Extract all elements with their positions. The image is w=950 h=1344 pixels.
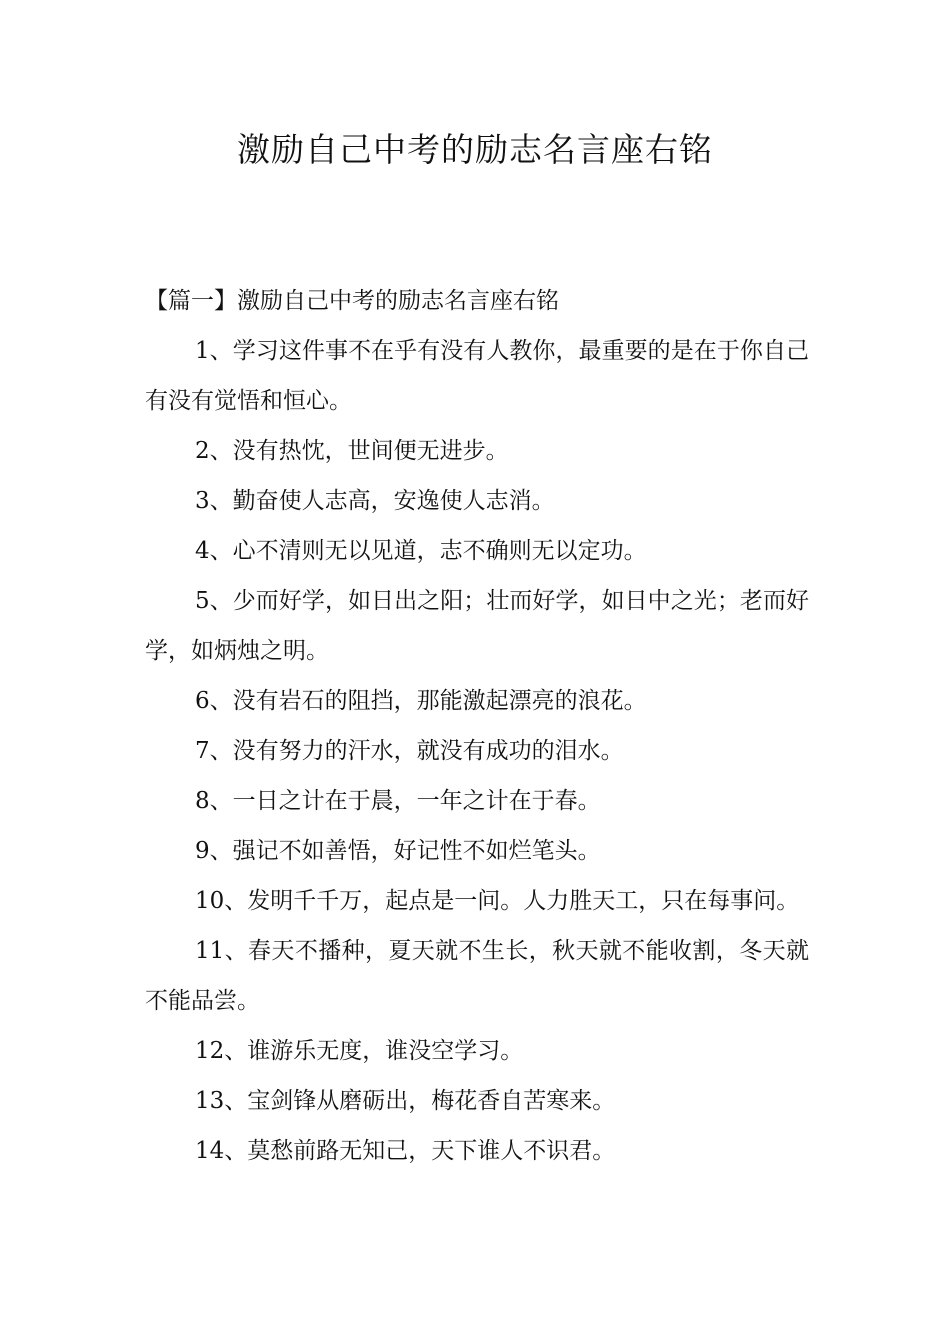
quote-paragraph-10: 10、发明千千万，起点是一问。人力胜天工，只在每事问。 [195, 888, 800, 914]
quote-paragraph-14: 14、莫愁前路无知己，天下谁人不识君。 [195, 1138, 616, 1164]
quote-paragraph-5: 5、少而好学，如日出之阳；壮而好学，如日中之光；老而好学，如炳烛之明。 [145, 588, 809, 664]
document-body [145, 276, 809, 1176]
quote-paragraph-7: 7、没有努力的汗水，就没有成功的泪水。 [195, 738, 624, 764]
quote-paragraph-2: 2、没有热忱，世间便无进步。 [195, 438, 509, 464]
quote-paragraph-3: 3、勤奋使人志高，安逸使人志消。 [195, 488, 555, 514]
quote-paragraph-13: 13、宝剑锋从磨砺出，梅花香自苦寒来。 [195, 1088, 616, 1114]
document-title: 激励自己中考的励志名言座右铭 [237, 130, 713, 169]
quote-paragraph-11: 11、春天不播种，夏天就不生长，秋天就不能收割，冬天就不能品尝。 [145, 938, 809, 1014]
section-heading: 【篇一】激励自己中考的励志名言座右铭 [145, 288, 559, 314]
quote-paragraph-6: 6、没有岩石的阻挡，那能激起漂亮的浪花。 [195, 688, 647, 714]
quote-paragraph-1: 1、学习这件事不在乎有没有人教你，最重要的是在于你自己有没有觉悟和恒心。 [145, 338, 809, 414]
quote-paragraph-8: 8、一日之计在于晨，一年之计在于春。 [195, 788, 601, 814]
quote-paragraph-12: 12、谁游乐无度，谁没空学习。 [195, 1038, 524, 1064]
quote-paragraph-4: 4、心不清则无以见道，志不确则无以定功。 [195, 538, 647, 564]
quote-paragraph-9: 9、强记不如善悟，好记性不如烂笔头。 [195, 838, 601, 864]
